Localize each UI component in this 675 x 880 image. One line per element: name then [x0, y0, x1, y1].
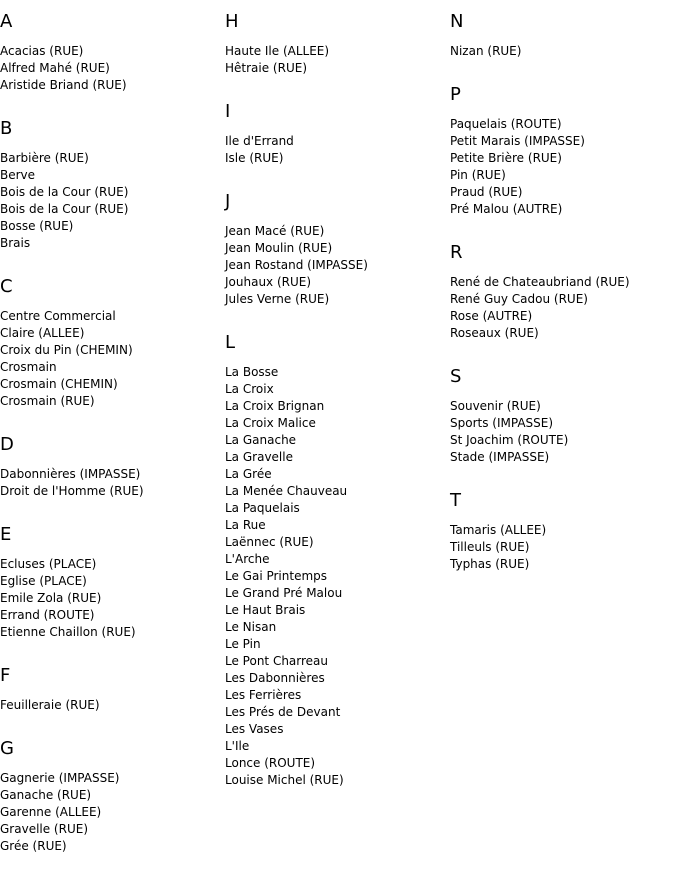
street-list-item: Isle (RUE)	[225, 151, 284, 165]
street-list-item: Louise Michel (RUE)	[225, 773, 344, 787]
street-list-item: Claire (ALLEE)	[0, 326, 85, 340]
street-list	[225, 364, 450, 789]
street-list	[225, 133, 450, 167]
street-list-item: Roseaux (RUE)	[450, 326, 539, 340]
letter-section	[225, 333, 450, 789]
street-list-item: Sports (IMPASSE)	[450, 416, 554, 430]
street-list-item: Bois de la Cour (RUE)	[0, 185, 129, 199]
street-list-item: Jean Rostand (IMPASSE)	[225, 258, 368, 272]
street-list-item: Pin (RUE)	[450, 168, 506, 182]
street-list-item: Jean Moulin (RUE)	[225, 241, 333, 255]
street-list-item: Berve	[0, 168, 36, 182]
street-list-item: Gagnerie (IMPASSE)	[0, 771, 120, 785]
index-column	[225, 12, 450, 814]
street-list-item: Le Haut Brais	[225, 603, 306, 617]
street-list-item: Crosmain (CHEMIN)	[0, 377, 118, 391]
street-list-item: Bosse (RUE)	[0, 219, 74, 233]
street-list-item: Les Dabonnières	[225, 671, 325, 685]
street-list	[0, 150, 225, 252]
street-list-item: Hêtraie (RUE)	[225, 61, 307, 75]
section-letter-heading: I	[225, 101, 231, 122]
section-letter-heading: H	[225, 11, 239, 32]
street-list-item: L'Arche	[225, 552, 270, 566]
street-list-item: La Rue	[225, 518, 266, 532]
street-list-item: La Croix Malice	[225, 416, 316, 430]
street-list-item: Crosmain	[0, 360, 57, 374]
street-list-item: La Gravelle	[225, 450, 293, 464]
street-list	[225, 223, 450, 308]
street-list-item: L'Ile	[225, 739, 250, 753]
street-list-item: Souvenir (RUE)	[450, 399, 541, 413]
street-list-item: Barbière (RUE)	[0, 151, 89, 165]
street-list-item: Jules Verne (RUE)	[225, 292, 330, 306]
street-list	[0, 697, 225, 714]
street-list-item: Le Nisan	[225, 620, 277, 634]
section-letter-heading: A	[0, 11, 13, 32]
street-list-item: Aristide Briand (RUE)	[0, 78, 127, 92]
street-list-item: Brais	[0, 236, 31, 250]
street-list-item: La Croix	[225, 382, 274, 396]
street-list-item: La Croix Brignan	[225, 399, 325, 413]
street-list-item: Haute Ile (ALLEE)	[225, 44, 330, 58]
street-list-item: Bois de la Cour (RUE)	[0, 202, 129, 216]
street-list-item: Paquelais (ROUTE)	[450, 117, 562, 131]
street-list	[0, 556, 225, 641]
letter-section	[0, 666, 225, 714]
street-list-item: Les Prés de Devant	[225, 705, 341, 719]
section-letter-heading: T	[450, 490, 461, 511]
street-list-item: Pré Malou (AUTRE)	[450, 202, 563, 216]
section-letter-heading: D	[0, 434, 14, 455]
section-letter-heading: B	[0, 118, 13, 139]
street-list-item: Praud (RUE)	[450, 185, 523, 199]
section-letter-heading: N	[450, 11, 464, 32]
street-list-item: Tilleuls (RUE)	[450, 540, 530, 554]
street-list-item: Typhas (RUE)	[450, 557, 530, 571]
street-list-item: Ecluses (PLACE)	[0, 557, 97, 571]
letter-section	[450, 367, 675, 466]
street-list-item: Grée (RUE)	[0, 839, 67, 853]
section-letter-heading: P	[450, 84, 461, 105]
street-list-item: Lonce (ROUTE)	[225, 756, 316, 770]
letter-section	[450, 491, 675, 573]
street-list-item: Emile Zola (RUE)	[0, 591, 102, 605]
street-list-item: Ile d'Errand	[225, 134, 294, 148]
street-list	[0, 770, 225, 855]
street-list-item: Gravelle (RUE)	[0, 822, 89, 836]
section-letter-heading: C	[0, 276, 13, 297]
street-list	[0, 43, 225, 94]
street-list-item: Le Pont Charreau	[225, 654, 329, 668]
street-list-item: Croix du Pin (CHEMIN)	[0, 343, 133, 357]
street-list	[450, 398, 675, 466]
letter-section	[0, 119, 225, 252]
street-list-item: Stade (IMPASSE)	[450, 450, 550, 464]
street-list-item: Rose (AUTRE)	[450, 309, 533, 323]
letter-section	[225, 192, 450, 308]
section-letter-heading: F	[0, 665, 11, 686]
street-list-item: Droit de l'Homme (RUE)	[0, 484, 144, 498]
section-letter-heading: G	[0, 738, 14, 759]
street-list	[0, 308, 225, 410]
street-list-item: Le Pin	[225, 637, 261, 651]
street-list-item: Les Vases	[225, 722, 284, 736]
street-list-item: La Ganache	[225, 433, 297, 447]
street-list-item: Petit Marais (IMPASSE)	[450, 134, 585, 148]
letter-section	[0, 12, 225, 94]
street-list-item: La Menée Chauveau	[225, 484, 348, 498]
letter-section	[0, 277, 225, 410]
street-list-item: Garenne (ALLEE)	[0, 805, 102, 819]
street-list-item: Le Grand Pré Malou	[225, 586, 343, 600]
street-list-item: Eglise (PLACE)	[0, 574, 87, 588]
index-column	[450, 12, 675, 598]
street-list-item: Jouhaux (RUE)	[225, 275, 312, 289]
street-list	[450, 274, 675, 342]
street-list-item: René Guy Cadou (RUE)	[450, 292, 588, 306]
street-list-item: Dabonnières (IMPASSE)	[0, 467, 141, 481]
street-list-item: Ganache (RUE)	[0, 788, 92, 802]
letter-section	[450, 85, 675, 218]
letter-section	[450, 12, 675, 60]
street-list-item: Crosmain (RUE)	[0, 394, 95, 408]
street-list-item: Le Gai Printemps	[225, 569, 328, 583]
letter-section	[0, 739, 225, 855]
section-letter-heading: L	[225, 332, 236, 353]
street-list-item: St Joachim (ROUTE)	[450, 433, 569, 447]
street-list-item: Alfred Mahé (RUE)	[0, 61, 110, 75]
street-list-item: Centre Commercial	[0, 309, 116, 323]
street-list	[0, 466, 225, 500]
section-letter-heading: S	[450, 366, 462, 387]
street-list-item: Errand (ROUTE)	[0, 608, 95, 622]
street-list-item: La Bosse	[225, 365, 279, 379]
section-letter-heading: J	[225, 191, 231, 212]
street-list-item: Etienne Chaillon (RUE)	[0, 625, 136, 639]
letter-section	[0, 435, 225, 500]
letter-section	[225, 12, 450, 77]
street-list-item: Petite Brière (RUE)	[450, 151, 562, 165]
street-list	[225, 43, 450, 77]
section-letter-heading: R	[450, 242, 463, 263]
street-list-item: Tamaris (ALLEE)	[450, 523, 547, 537]
street-list-item: René de Chateaubriand (RUE)	[450, 275, 630, 289]
street-list-item: Les Ferrières	[225, 688, 302, 702]
street-list-item: Laënnec (RUE)	[225, 535, 314, 549]
letter-section	[225, 102, 450, 167]
street-list-item: La Grée	[225, 467, 272, 481]
street-list	[450, 116, 675, 218]
street-list-item: Acacias (RUE)	[0, 44, 84, 58]
letter-section	[450, 243, 675, 342]
street-list	[450, 522, 675, 573]
street-list-item: La Paquelais	[225, 501, 300, 515]
street-list-item: Feuilleraie (RUE)	[0, 698, 100, 712]
index-column	[0, 12, 225, 880]
street-list-item: Jean Macé (RUE)	[225, 224, 325, 238]
section-letter-heading: E	[0, 524, 12, 545]
street-list	[450, 43, 675, 60]
street-list-item: Nizan (RUE)	[450, 44, 522, 58]
letter-section	[0, 525, 225, 641]
